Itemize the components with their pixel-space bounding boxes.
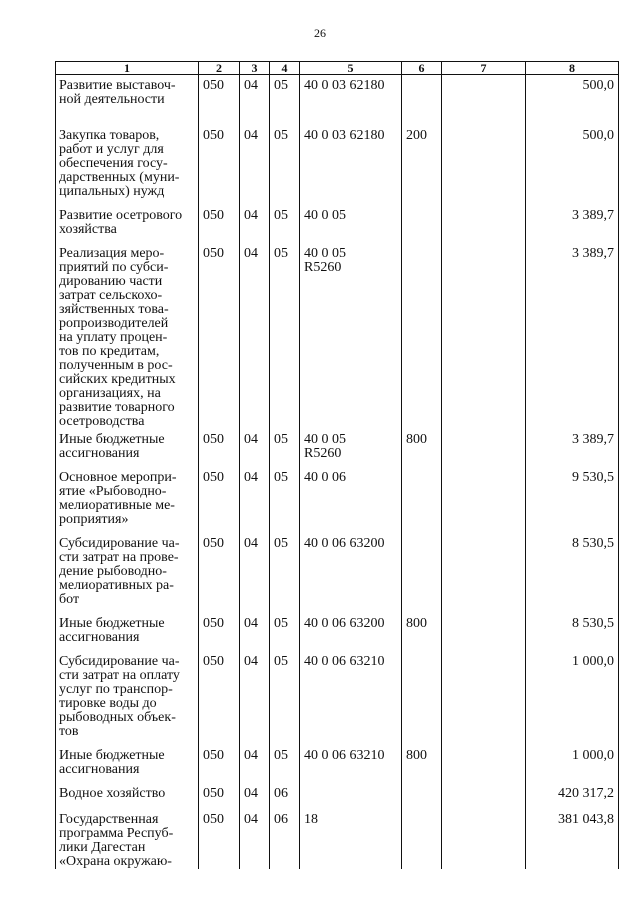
admin-code-cell: 050	[199, 205, 240, 243]
expense-type-cell	[402, 467, 442, 533]
column-7-cell	[442, 75, 526, 125]
table-row	[56, 651, 619, 745]
target-code-cell: 40 0 06	[300, 467, 402, 533]
section-code-cell: 04	[240, 429, 270, 467]
admin-code-cell: 050	[199, 651, 240, 745]
row-name-cell: Иные бюджетные ассигнования	[56, 745, 199, 783]
table-row	[56, 745, 619, 783]
row-name-cell: Водное хозяйство	[56, 783, 199, 809]
admin-code-cell: 050	[199, 783, 240, 809]
column-7-cell	[442, 651, 526, 745]
target-code-cell: 40 0 06 63210	[300, 745, 402, 783]
amount-cell: 381 043,8	[526, 809, 619, 869]
target-code-cell: 40 0 03 62180	[300, 75, 402, 125]
target-code-cell: 40 0 05 R5260	[300, 429, 402, 467]
subsection-code-cell: 05	[270, 125, 300, 205]
subsection-code-cell: 05	[270, 651, 300, 745]
admin-code-cell: 050	[199, 125, 240, 205]
column-header: 4	[270, 62, 300, 75]
table-row	[56, 125, 619, 205]
expense-type-cell: 200	[402, 125, 442, 205]
admin-code-cell: 050	[199, 429, 240, 467]
column-header: 6	[402, 62, 442, 75]
section-code-cell: 04	[240, 75, 270, 125]
amount-cell: 420 317,2	[526, 783, 619, 809]
section-code-cell: 04	[240, 651, 270, 745]
column-7-cell	[442, 783, 526, 809]
row-name-cell: Развитие осетрового хозяйства	[56, 205, 199, 243]
column-header: 3	[240, 62, 270, 75]
amount-cell: 1 000,0	[526, 651, 619, 745]
column-header: 5	[300, 62, 402, 75]
row-name-cell: Иные бюджетные ассигнования	[56, 613, 199, 651]
column-7-cell	[442, 205, 526, 243]
target-code-cell: 40 0 05 R5260	[300, 243, 402, 429]
amount-cell: 500,0	[526, 125, 619, 205]
column-7-cell	[442, 429, 526, 467]
row-name-cell: Развитие выставоч- ной деятельности	[56, 75, 199, 125]
section-code-cell: 04	[240, 745, 270, 783]
target-code-cell	[300, 783, 402, 809]
subsection-code-cell: 05	[270, 745, 300, 783]
row-name-cell: Закупка товаров, работ и услуг для обеспечения госу- дарственных (муни- ципальных) нужд	[56, 125, 199, 205]
expense-type-cell	[402, 809, 442, 869]
target-code-cell: 40 0 06 63200	[300, 613, 402, 651]
column-7-cell	[442, 467, 526, 533]
subsection-code-cell: 05	[270, 429, 300, 467]
admin-code-cell: 050	[199, 75, 240, 125]
subsection-code-cell: 05	[270, 533, 300, 613]
table-row	[56, 533, 619, 613]
column-header: 8	[526, 62, 619, 75]
subsection-code-cell: 05	[270, 75, 300, 125]
target-code-cell: 40 0 03 62180	[300, 125, 402, 205]
subsection-code-cell: 05	[270, 467, 300, 533]
table-row	[56, 205, 619, 243]
admin-code-cell: 050	[199, 467, 240, 533]
table-row	[56, 613, 619, 651]
amount-cell: 3 389,7	[526, 429, 619, 467]
row-name-cell: Основное меропри- ятие «Рыбоводно- мелиоративные ме- роприятия»	[56, 467, 199, 533]
amount-cell: 500,0	[526, 75, 619, 125]
admin-code-cell: 050	[199, 745, 240, 783]
row-name-cell: Реализация меро- приятий по субси- дированию части затрат сельскохо- зяйственных това- ропроизводителей на уплату процен- тов по кредитам, полученным в рос- сийских кредитных организациях, на развитие товарного осетроводства	[56, 243, 199, 429]
table-row	[56, 809, 619, 869]
section-code-cell: 04	[240, 533, 270, 613]
target-code-cell: 40 0 05	[300, 205, 402, 243]
amount-cell: 8 530,5	[526, 613, 619, 651]
column-header: 7	[442, 62, 526, 75]
expense-type-cell	[402, 75, 442, 125]
section-code-cell: 04	[240, 613, 270, 651]
expense-type-cell: 800	[402, 613, 442, 651]
column-7-cell	[442, 243, 526, 429]
expense-type-cell: 800	[402, 745, 442, 783]
section-code-cell: 04	[240, 205, 270, 243]
amount-cell: 8 530,5	[526, 533, 619, 613]
expense-type-cell	[402, 205, 442, 243]
section-code-cell: 04	[240, 783, 270, 809]
column-7-cell	[442, 125, 526, 205]
table-row	[56, 429, 619, 467]
column-header: 2	[199, 62, 240, 75]
expense-type-cell	[402, 533, 442, 613]
admin-code-cell: 050	[199, 243, 240, 429]
table-row	[56, 75, 619, 125]
amount-cell: 9 530,5	[526, 467, 619, 533]
amount-cell: 3 389,7	[526, 205, 619, 243]
subsection-code-cell: 05	[270, 613, 300, 651]
row-name-cell: Иные бюджетные ассигнования	[56, 429, 199, 467]
row-name-cell: Субсидирование ча- сти затрат на оплату услуг по транспор- тировке воды до рыбоводных объек- тов	[56, 651, 199, 745]
row-name-cell: Государственная программа Респуб- лики Дагестан «Охрана окружаю-	[56, 809, 199, 869]
table-header-row	[56, 62, 619, 75]
admin-code-cell: 050	[199, 809, 240, 869]
column-7-cell	[442, 745, 526, 783]
subsection-code-cell: 05	[270, 205, 300, 243]
target-code-cell: 40 0 06 63200	[300, 533, 402, 613]
section-code-cell: 04	[240, 467, 270, 533]
target-code-cell: 18	[300, 809, 402, 869]
column-header: 1	[56, 62, 199, 75]
subsection-code-cell: 06	[270, 809, 300, 869]
subsection-code-cell: 06	[270, 783, 300, 809]
row-name-cell: Субсидирование ча- сти затрат на прове- дение рыбоводно- мелиоративных ра- бот	[56, 533, 199, 613]
column-7-cell	[442, 533, 526, 613]
expense-type-cell	[402, 243, 442, 429]
amount-cell: 1 000,0	[526, 745, 619, 783]
page-number: 26	[314, 26, 326, 40]
table-row	[56, 243, 619, 429]
section-code-cell: 04	[240, 243, 270, 429]
table-row	[56, 467, 619, 533]
column-7-cell	[442, 809, 526, 869]
section-code-cell: 04	[240, 125, 270, 205]
target-code-cell: 40 0 06 63210	[300, 651, 402, 745]
expense-type-cell: 800	[402, 429, 442, 467]
expense-type-cell	[402, 783, 442, 809]
column-7-cell	[442, 613, 526, 651]
expense-type-cell	[402, 651, 442, 745]
admin-code-cell: 050	[199, 533, 240, 613]
subsection-code-cell: 05	[270, 243, 300, 429]
table-row	[56, 783, 619, 809]
admin-code-cell: 050	[199, 613, 240, 651]
amount-cell: 3 389,7	[526, 243, 619, 429]
section-code-cell: 04	[240, 809, 270, 869]
budget-table	[55, 61, 619, 869]
